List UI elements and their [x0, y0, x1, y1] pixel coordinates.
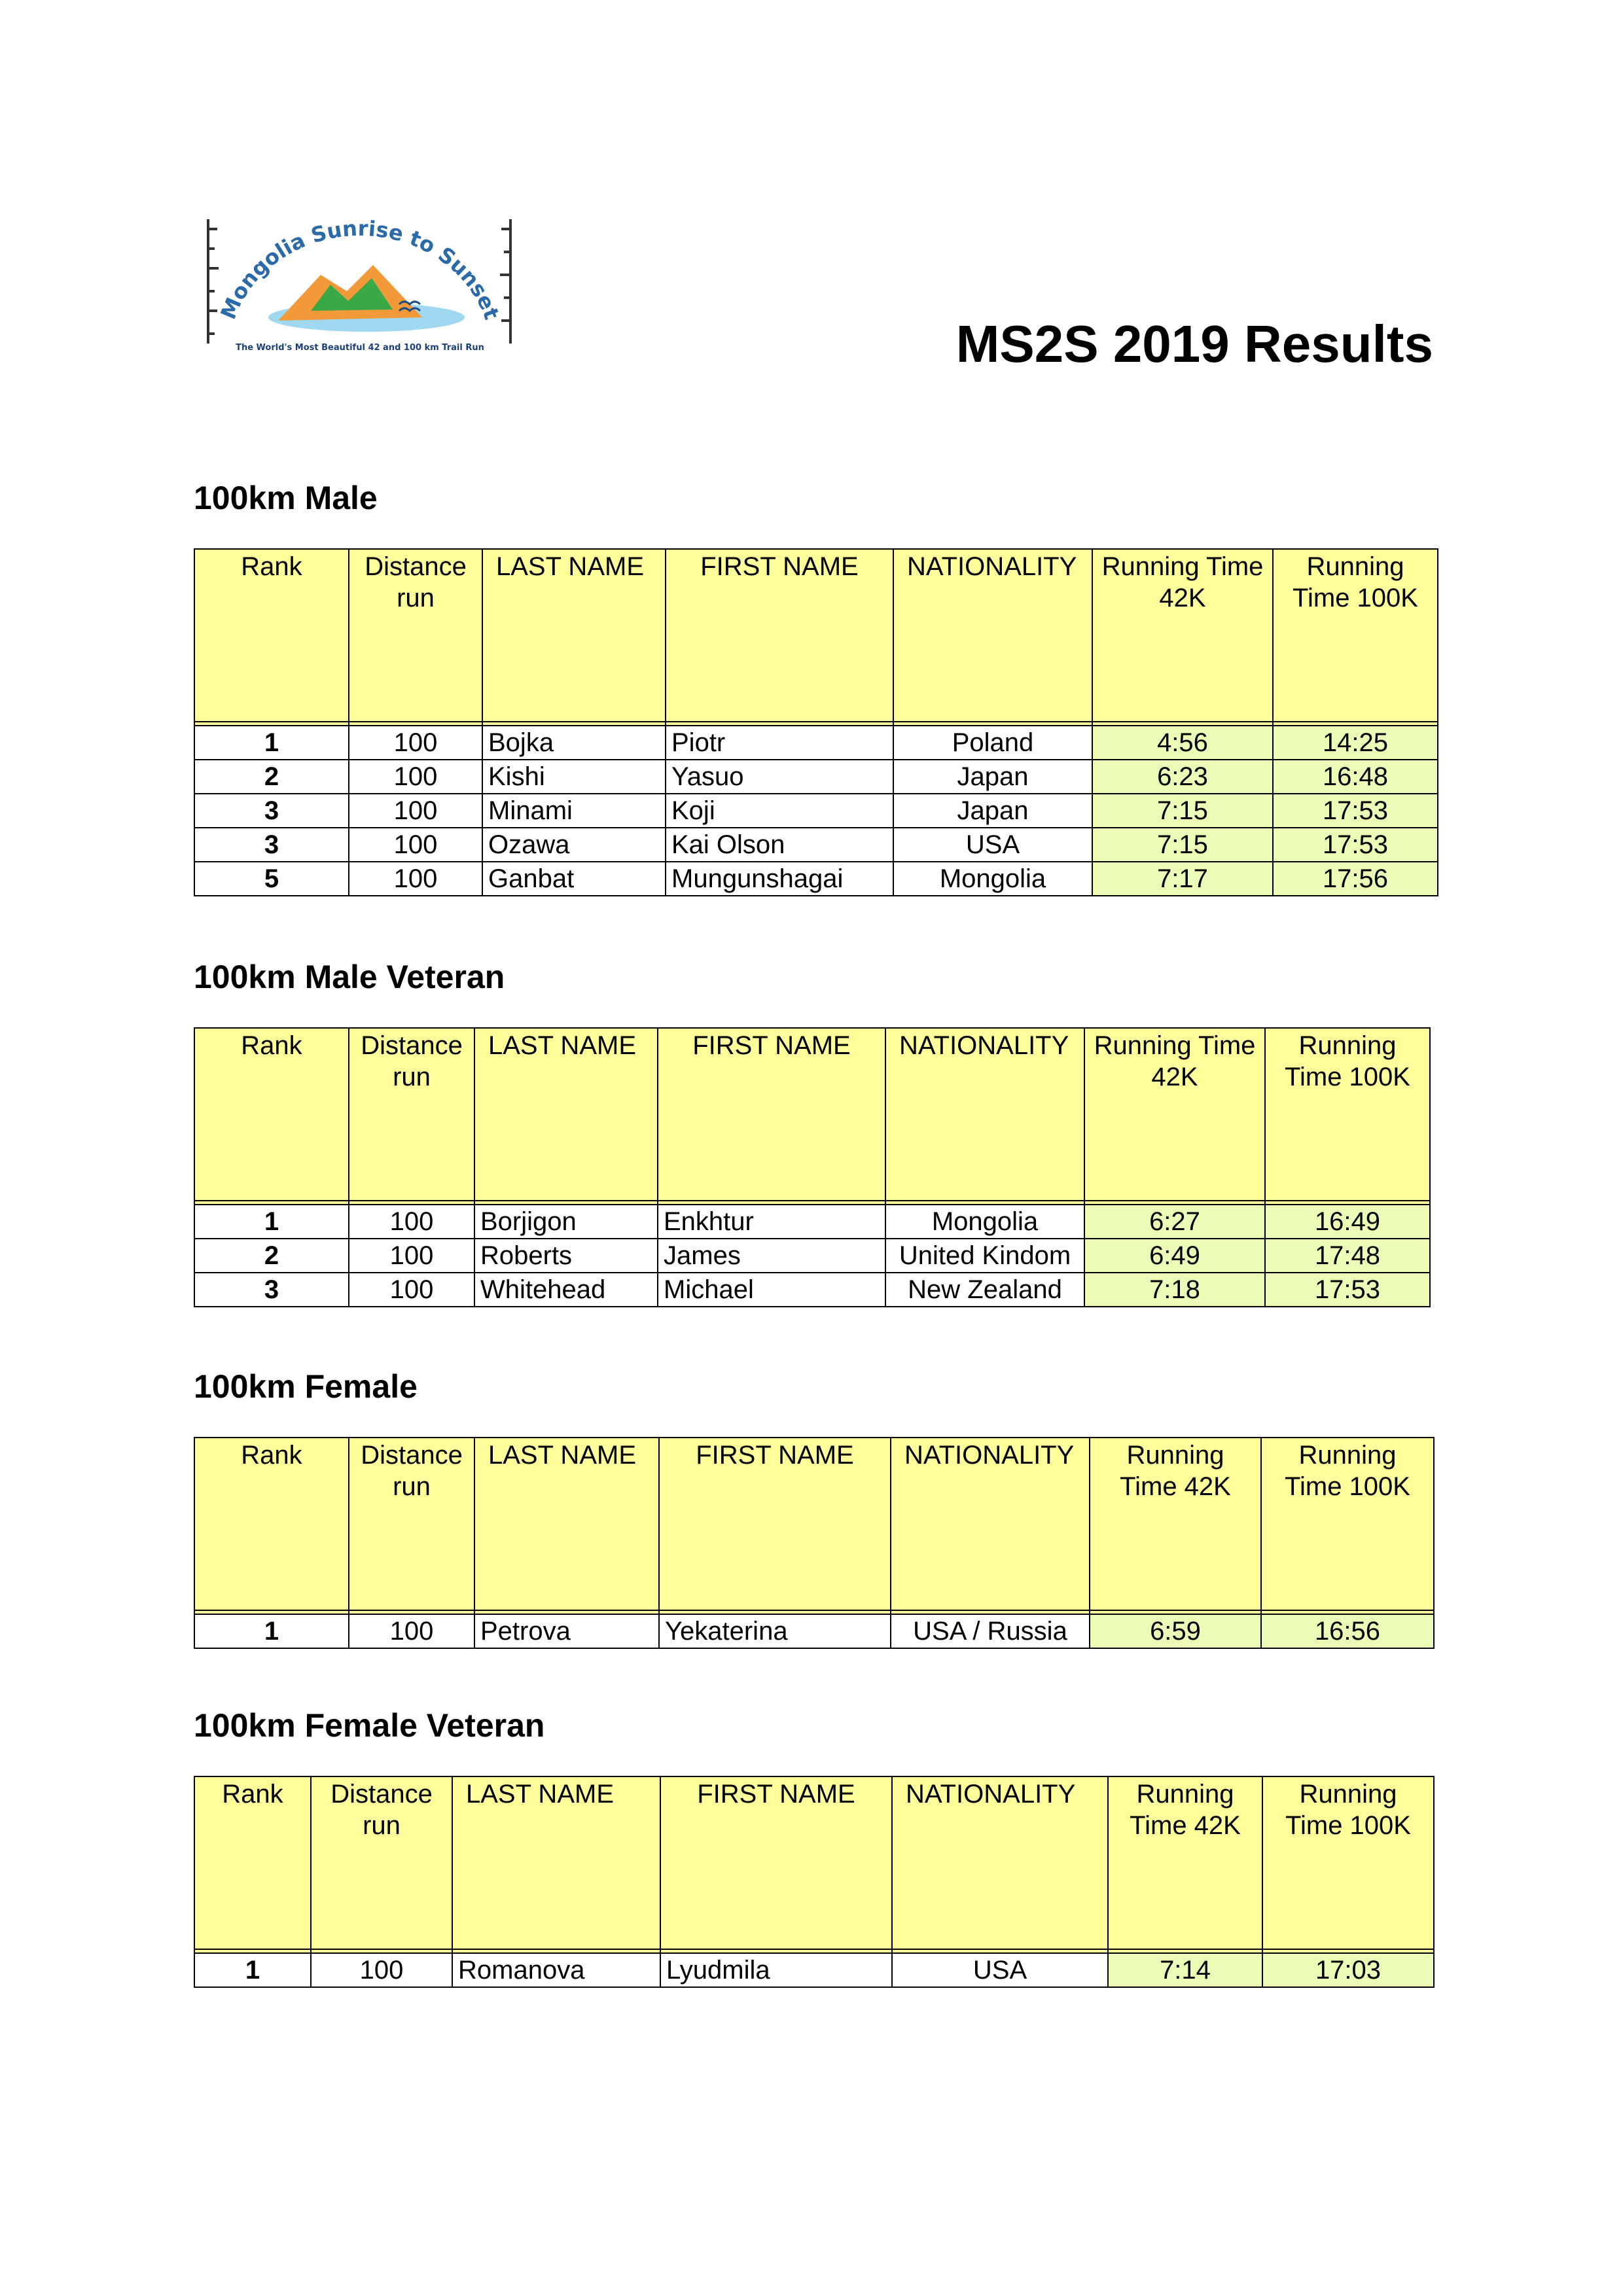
distance-header: Distance run [349, 549, 482, 722]
first-name-cell: Kai Olson [666, 828, 893, 862]
last-name-cell: Petrova [474, 1614, 659, 1648]
last-name-cell: Borjigon [474, 1205, 658, 1239]
distance-cell: 100 [349, 794, 482, 828]
first-name-cell: Yekaterina [659, 1614, 891, 1648]
event-logo [196, 213, 524, 357]
time-100k-cell: 17:53 [1265, 1273, 1430, 1307]
mountain-icon [278, 265, 422, 321]
section-title: 100km Female [194, 1368, 418, 1405]
time-42k-header: Running Time 42K [1092, 549, 1273, 722]
last-name-header: LAST NAME [482, 549, 666, 722]
distance-header: Distance run [311, 1776, 452, 1949]
time-42k-header: Running Time 42K [1090, 1438, 1261, 1610]
last-name-cell: Minami [482, 794, 666, 828]
nationality-header: NATIONALITY [885, 1028, 1084, 1201]
time-100k-header: Running Time 100K [1261, 1438, 1434, 1610]
table-row [194, 828, 1438, 862]
nationality-cell: USA / Russia [891, 1614, 1090, 1648]
nationality-cell: Poland [893, 726, 1092, 760]
table-row [194, 760, 1438, 794]
time-42k-cell: 7:14 [1108, 1953, 1262, 1987]
time-42k-cell: 6:49 [1084, 1239, 1265, 1273]
time-100k-header: Running Time 100K [1262, 1776, 1434, 1949]
rank-cell: 1 [194, 1205, 349, 1239]
time-100k-cell: 16:48 [1273, 760, 1438, 794]
time-42k-cell: 6:23 [1092, 760, 1273, 794]
last-name-header: LAST NAME [452, 1776, 660, 1949]
rank-cell: 1 [194, 1953, 311, 1987]
distance-cell: 100 [349, 862, 482, 896]
table-row [194, 1205, 1430, 1239]
time-100k-cell: 14:25 [1273, 726, 1438, 760]
mongolian-script-right-icon [500, 219, 510, 344]
time-100k-cell: 17:53 [1273, 794, 1438, 828]
time-100k-cell: 17:03 [1262, 1953, 1434, 1987]
time-42k-cell: 7:15 [1092, 794, 1273, 828]
nationality-cell: USA [892, 1953, 1108, 1987]
header-row [194, 1438, 1434, 1610]
table-row [194, 794, 1438, 828]
time-42k-cell: 7:15 [1092, 828, 1273, 862]
distance-cell: 100 [349, 828, 482, 862]
nationality-cell: Japan [893, 794, 1092, 828]
rank-cell: 1 [194, 726, 349, 760]
nationality-header: NATIONALITY [893, 549, 1092, 722]
rank-cell: 1 [194, 1614, 349, 1648]
nationality-header: NATIONALITY [891, 1438, 1090, 1610]
page-title: MS2S 2019 Results [955, 315, 1433, 373]
last-name-cell: Kishi [482, 760, 666, 794]
rank-header: Rank [194, 549, 349, 722]
table-row [194, 1239, 1430, 1273]
time-42k-header: Running Time 42K [1084, 1028, 1265, 1201]
table-row [194, 1614, 1434, 1648]
nationality-cell: Mongolia [885, 1205, 1084, 1239]
last-name-header: LAST NAME [474, 1028, 658, 1201]
first-name-cell: Piotr [666, 726, 893, 760]
first-name-cell: Yasuo [666, 760, 893, 794]
time-42k-cell: 6:59 [1090, 1614, 1261, 1648]
nationality-cell: USA [893, 828, 1092, 862]
time-100k-header: Running Time 100K [1265, 1028, 1430, 1201]
time-100k-cell: 16:56 [1261, 1614, 1434, 1648]
section-title: 100km Male [194, 480, 378, 516]
results-table [194, 1776, 1435, 1988]
first-name-cell: Mungunshagai [666, 862, 893, 896]
header-row [194, 1028, 1430, 1201]
time-42k-cell: 6:27 [1084, 1205, 1265, 1239]
last-name-cell: Ozawa [482, 828, 666, 862]
nationality-cell: Japan [893, 760, 1092, 794]
time-100k-header: Running Time 100K [1273, 549, 1438, 722]
distance-cell: 100 [311, 1953, 452, 1987]
time-100k-cell: 17:56 [1273, 862, 1438, 896]
section-title: 100km Female Veteran [194, 1707, 545, 1744]
distance-cell: 100 [349, 726, 482, 760]
time-42k-cell: 7:18 [1084, 1273, 1265, 1307]
distance-header: Distance run [349, 1438, 474, 1610]
time-42k-cell: 4:56 [1092, 726, 1273, 760]
rank-cell: 3 [194, 828, 349, 862]
distance-header: Distance run [349, 1028, 474, 1201]
results-table [194, 1027, 1431, 1307]
rank-cell: 3 [194, 794, 349, 828]
time-42k-header: Running Time 42K [1108, 1776, 1262, 1949]
table-row [194, 862, 1438, 896]
first-name-cell: James [658, 1239, 885, 1273]
rank-header: Rank [194, 1028, 349, 1201]
last-name-cell: Bojka [482, 726, 666, 760]
nationality-header: NATIONALITY [892, 1776, 1108, 1949]
last-name-cell: Roberts [474, 1239, 658, 1273]
results-table [194, 548, 1438, 896]
rank-cell: 2 [194, 760, 349, 794]
first-name-cell: Koji [666, 794, 893, 828]
header-row [194, 549, 1438, 722]
rank-header: Rank [194, 1776, 311, 1949]
logo-name: Mongolia Sunrise to Sunset [215, 215, 505, 323]
distance-cell: 100 [349, 1205, 474, 1239]
time-42k-cell: 7:17 [1092, 862, 1273, 896]
time-100k-cell: 17:48 [1265, 1239, 1430, 1273]
last-name-header: LAST NAME [474, 1438, 659, 1610]
first-name-header: FIRST NAME [666, 549, 893, 722]
table-row [194, 1273, 1430, 1307]
nationality-cell: Mongolia [893, 862, 1092, 896]
results-table [194, 1437, 1435, 1649]
first-name-cell: Lyudmila [660, 1953, 892, 1987]
rank-cell: 5 [194, 862, 349, 896]
distance-cell: 100 [349, 1614, 474, 1648]
table-row [194, 726, 1438, 760]
last-name-cell: Romanova [452, 1953, 660, 1987]
time-100k-cell: 16:49 [1265, 1205, 1430, 1239]
nationality-cell: New Zealand [885, 1273, 1084, 1307]
mongolian-script-left-icon [208, 219, 219, 344]
first-name-header: FIRST NAME [660, 1776, 892, 1949]
nationality-cell: United Kindom [885, 1239, 1084, 1273]
first-name-header: FIRST NAME [659, 1438, 891, 1610]
distance-cell: 100 [349, 760, 482, 794]
first-name-cell: Michael [658, 1273, 885, 1307]
rank-header: Rank [194, 1438, 349, 1610]
header-row [194, 1776, 1434, 1949]
distance-cell: 100 [349, 1239, 474, 1273]
last-name-cell: Ganbat [482, 862, 666, 896]
time-100k-cell: 17:53 [1273, 828, 1438, 862]
rank-cell: 3 [194, 1273, 349, 1307]
last-name-cell: Whitehead [474, 1273, 658, 1307]
first-name-header: FIRST NAME [658, 1028, 885, 1201]
table-row [194, 1953, 1434, 1987]
section-title: 100km Male Veteran [194, 959, 505, 995]
distance-cell: 100 [349, 1273, 474, 1307]
logo-tagline: The World's Most Beautiful 42 and 100 km Trail Run [236, 343, 484, 353]
first-name-cell: Enkhtur [658, 1205, 885, 1239]
rank-cell: 2 [194, 1239, 349, 1273]
